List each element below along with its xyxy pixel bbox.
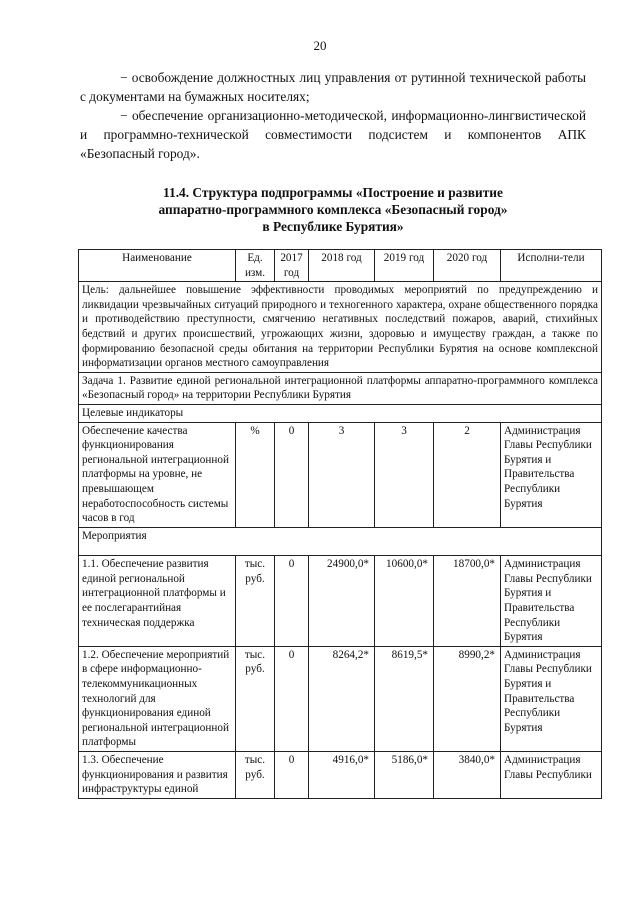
section-title [80,184,586,235]
intro-text [80,68,586,163]
table-header-row [79,250,602,282]
measure-executors: Администрация Главы Республики Бурятия и Правительства Республики Бурятия [501,556,602,647]
measure-2017: 0 [275,646,309,751]
measure-2017: 0 [275,752,309,799]
intro-paragraph: − освобождение должностных лиц управления от рутинной технической работы с документами на бумажных носителях; [80,70,586,104]
measure-2019: 10600,0* [375,556,434,647]
measure-unit: тыс. руб. [236,556,275,647]
measure-2019: 8619,5* [375,646,434,751]
section-title-line: 11.4. Структура подпрограммы «Построение и развитие [163,185,503,200]
page-number: 20 [313,38,327,53]
measure-row [79,556,602,647]
measures-label: Мероприятия [79,527,602,556]
subprogram-structure-table [78,249,602,799]
measure-name: 1.2. Обеспечение мероприятий в сфере информационно-телекоммуникационных технологий для функционирования единой региональной интеграционной платформы [79,646,236,751]
header-name: Наименование [79,250,236,282]
task-row [79,372,602,404]
measure-name: 1.3. Обеспечение функционирования и развития инфраструктуры единой [79,752,236,799]
measure-2018: 24900,0* [309,556,375,647]
measure-2019: 5186,0* [375,752,434,799]
measures-label-row [79,527,602,556]
goal-row [79,282,602,373]
indicator-unit: % [236,422,275,527]
measure-2020: 8990,2* [434,646,501,751]
header-unit: Ед. изм. [236,250,275,282]
header-2017: 2017 год [275,250,309,282]
task-text: Задача 1. Развитие единой региональной интеграционной платформы аппаратно-программного комплекса «Безопасный город» на территории Республики Бурятия [79,372,602,404]
indicator-row [79,422,602,527]
section-title-line: в Республике Бурятия» [262,219,404,234]
section-title-line: аппаратно-программного комплекса «Безопасный город» [158,202,508,217]
measure-unit: тыс. руб. [236,646,275,751]
indicator-2019: 3 [375,422,434,527]
indicator-2018: 3 [309,422,375,527]
measure-2017: 0 [275,556,309,647]
indicators-label-row [79,404,602,422]
indicator-2017: 0 [275,422,309,527]
indicator-name: Обеспечение качества функционирования региональной интеграционной платформы на уровне, не превышающем неработоспособность системы часов в год [79,422,236,527]
indicator-executors: Администрация Главы Республики Бурятия и Правительства Республики Бурятия [501,422,602,527]
header-2019: 2019 год [375,250,434,282]
measure-executors: Администрация Главы Республики [501,752,602,799]
measure-unit: тыс. руб. [236,752,275,799]
indicators-label: Целевые индикаторы [79,404,602,422]
header-executors: Исполни-тели [501,250,602,282]
measure-2018: 8264,2* [309,646,375,751]
goal-text: Цель: дальнейшее повышение эффективности проводимых мероприятий по предупреждению и ликвидации чрезвычайных ситуаций природного и техногенного характера, охране общественного порядка и противодействию преступности, смягчению негативных последствий пожаров, аварий, стихийных бедствий и других происшествий, угрожающих жизни, здоровью и имуществу граждан, а также по формированию безопасной среды обитания на территории Республики Бурятия на основе комплексной информатизации органов местного самоуправления [79,282,602,373]
measure-2020: 18700,0* [434,556,501,647]
measure-name: 1.1. Обеспечение развития единой региональной интеграционной платформы и ее послегарантийная техническая поддержка [79,556,236,647]
measure-2018: 4916,0* [309,752,375,799]
header-2018: 2018 год [309,250,375,282]
header-2020: 2020 год [434,250,501,282]
measure-row [79,646,602,751]
measure-row [79,752,602,799]
intro-paragraph: − обеспечение организационно-методической, информационно-лингвистической и программно-технической совместимости подсистем и компонентов АПК «Безопасный город». [80,108,586,161]
measure-2020: 3840,0* [434,752,501,799]
measure-executors: Администрация Главы Республики Бурятия и Правительства Республики Бурятия [501,646,602,751]
indicator-2020: 2 [434,422,501,527]
